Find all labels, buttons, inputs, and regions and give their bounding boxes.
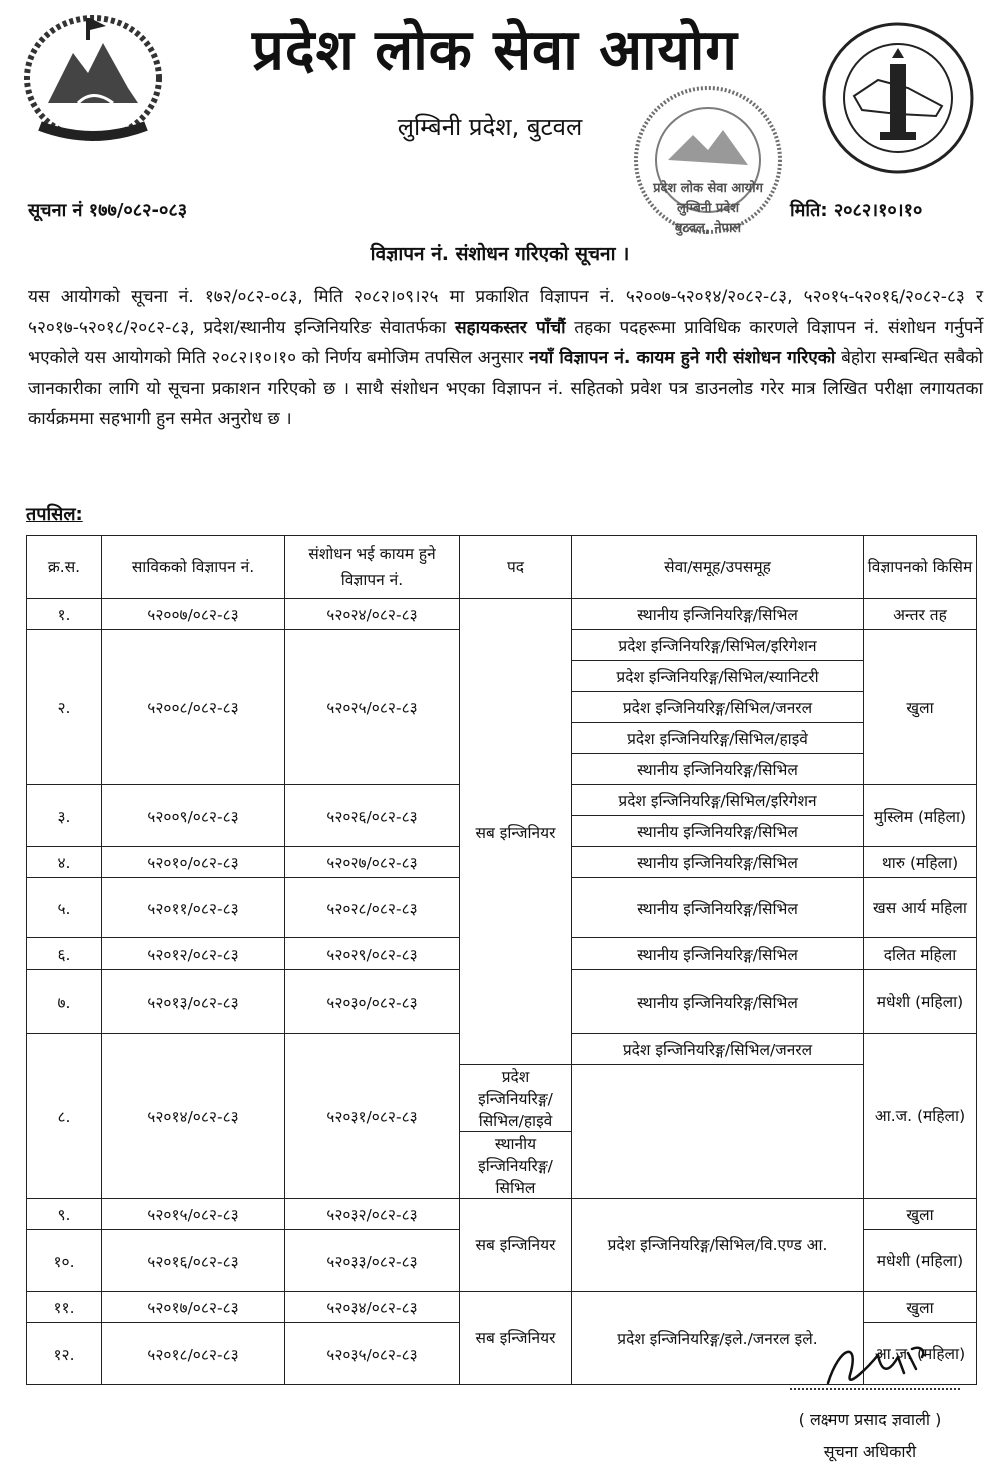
- organization-subtitle: लुम्बिनी प्रदेश, बुटवल: [397, 113, 583, 141]
- cell-new-ad: ५२०२७/०८२-८३: [285, 847, 460, 878]
- cell-sn: ६.: [27, 938, 102, 970]
- schedule-table: [26, 535, 977, 1385]
- commission-logo: [818, 18, 978, 178]
- header-post: पद: [460, 536, 572, 599]
- cell-service: स्थानीय इन्जिनियरिङ्ग/सिभिल: [572, 599, 864, 630]
- cell-new-ad: ५२०३४/०८२-८३: [285, 1292, 460, 1323]
- signature-line: [790, 1388, 960, 1390]
- cell-service: स्थानीय इन्जिनियरिङ्ग/सिभिल: [572, 847, 864, 878]
- header-new-ad: संशोधन भई कायम हुने विज्ञापन नं.: [285, 536, 460, 599]
- schedule-label: तपसिल:: [26, 504, 83, 525]
- svg-text:लुम्बिनी प्रदेश: लुम्बिनी प्रदेश: [676, 201, 740, 216]
- table-row: [27, 599, 977, 630]
- cell-new-ad: ५२०३०/०८२-८३: [285, 970, 460, 1034]
- cell-service: प्रदेश इन्जिनियरिङ्ग/सिभिल/इरिगेशन: [572, 785, 864, 816]
- cell-old-ad: ५२०१५/०८२-८३: [102, 1199, 285, 1230]
- cell-old-ad: ५२०१०/०८२-८३: [102, 847, 285, 878]
- cell-kind: मधेशी (महिला): [864, 970, 977, 1034]
- office-stamp: [608, 80, 808, 260]
- body-bold-2: नयाँ विज्ञापन नं. कायम हुने गरी संशोधन गरिएको: [529, 348, 836, 368]
- header-kind: विज्ञापनको किसिम: [864, 536, 977, 599]
- cell-new-ad: ५२०२५/०८२-८३: [285, 630, 460, 785]
- cell-sn: ३.: [27, 785, 102, 847]
- cell-service: स्थानीय इन्जिनियरिङ्ग/सिभिल: [572, 878, 864, 938]
- svg-text:प्रदेश लोक सेवा आयोग: प्रदेश लोक सेवा आयोग: [653, 181, 763, 196]
- body-bold-1: सहायकस्तर पाँचौं: [454, 317, 566, 338]
- cell-old-ad: ५२०१२/०८२-८३: [102, 938, 285, 970]
- cell-service: स्थानीय इन्जिनियरिङ्ग/सिभिल: [460, 1132, 572, 1199]
- cell-service: स्थानीय इन्जिनियरिङ्ग/सिभिल: [572, 754, 864, 785]
- cell-service: प्रदेश इन्जिनियरिङ्ग/सिभिल/इरिगेशन: [572, 630, 864, 661]
- signatory-name: ( लक्ष्मण प्रसाद ज्ञवाली ): [798, 1410, 942, 1429]
- cell-kind: खुला: [864, 1292, 977, 1323]
- table-row: [27, 1199, 977, 1230]
- notice-date: मिति: २०८२।१०।१०: [790, 200, 923, 221]
- cell-kind: दलित महिला: [864, 938, 977, 970]
- nepal-emblem-logo: [18, 8, 168, 153]
- cell-service: स्थानीय इन्जिनियरिङ्ग/सिभिल: [572, 938, 864, 970]
- cell-service: प्रदेश इन्जिनियरिङ्ग/सिभिल/स्यानिटरी: [572, 661, 864, 692]
- cell-new-ad: ५२०३३/०८२-८३: [285, 1230, 460, 1292]
- cell-sn: ५.: [27, 878, 102, 938]
- notice-title: विज्ञापन नं. संशोधन गरिएको सूचना ।: [370, 243, 630, 265]
- cell-new-ad: ५२०२६/०८२-८३: [285, 785, 460, 847]
- cell-sn: १०.: [27, 1230, 102, 1292]
- cell-new-ad: ५२०२९/०८२-८३: [285, 938, 460, 970]
- header-old-ad: साविकको विज्ञापन नं.: [102, 536, 285, 599]
- cell-old-ad: ५२०१६/०८२-८३: [102, 1230, 285, 1292]
- cell-old-ad: ५२००७/०८२-८३: [102, 599, 285, 630]
- organization-title: प्रदेश लोक सेवा आयोग: [252, 18, 738, 83]
- cell-kind: आ.ज. (महिला): [864, 1034, 977, 1199]
- signatory-designation: सूचना अधिकारी: [823, 1442, 917, 1461]
- cell-old-ad: ५२००९/०८२-८३: [102, 785, 285, 847]
- cell-post: सब इन्जिनियर: [460, 1292, 572, 1385]
- cell-kind: खस आर्य महिला: [864, 878, 977, 938]
- cell-new-ad: ५२०३२/०८२-८३: [285, 1199, 460, 1230]
- cell-service: प्रदेश इन्जिनियरिङ्ग/सिभिल/जनरल: [572, 692, 864, 723]
- cell-old-ad: ५२०१३/०८२-८३: [102, 970, 285, 1034]
- cell-kind: अन्तर तह: [864, 599, 977, 630]
- notice-number: सूचना नं १७७/०८२-०८३: [28, 200, 188, 221]
- cell-sn: २.: [27, 630, 102, 785]
- cell-sn: ७.: [27, 970, 102, 1034]
- cell-post: सब इन्जिनियर: [460, 599, 572, 1065]
- cell-old-ad: ५२०१७/०८२-८३: [102, 1292, 285, 1323]
- cell-kind: खुला: [864, 630, 977, 785]
- cell-kind: मुस्लिम (महिला): [864, 785, 977, 847]
- cell-old-ad: ५२०११/०८२-८३: [102, 878, 285, 938]
- cell-old-ad: ५२००८/०८२-८३: [102, 630, 285, 785]
- cell-post: सब इन्जिनियर: [460, 1199, 572, 1292]
- cell-kind: मधेशी (महिला): [864, 1230, 977, 1292]
- cell-new-ad: ५२०२४/०८२-८३: [285, 599, 460, 630]
- cell-new-ad: ५२०२८/०८२-८३: [285, 878, 460, 938]
- notice-body: [28, 282, 983, 435]
- cell-new-ad: ५२०३१/०८२-८३: [285, 1034, 460, 1199]
- cell-service: स्थानीय इन्जिनियरिङ्ग/सिभिल: [572, 816, 864, 847]
- cell-sn: ४.: [27, 847, 102, 878]
- body-text-3: बेहोरा सम्बन्धित सबैको जानकारीका लागि यो सूचना प्रकाशन गरिएको छ । साथै संशोधन भएका विज्ञापन नं. सहितको प्रवेश पत्र डाउनलोड गरेर मात्र लिखित परीक्षा लगायतका कार्यक्रममा सहभागी हुन समेत अनुरोध छ ।: [28, 348, 983, 429]
- header-sn: क्र.स.: [27, 536, 102, 599]
- cell-kind: आ.ज. (महिला): [864, 1323, 977, 1385]
- cell-service: प्रदेश इन्जिनियरिङ्ग/इले./जनरल इले.: [572, 1292, 864, 1385]
- cell-new-ad: ५२०३५/०८२-८३: [285, 1323, 460, 1385]
- table-header-row: [27, 536, 977, 599]
- body-text-2: तहका पदहरूमा प्राविधिक कारणले विज्ञापन नं. संशोधन गर्नुपर्ने भएकोले यस आयोगको मिति २०८२।१०।१० को निर्णय बमोजिम तपसिल अनुसार: [28, 317, 983, 368]
- body-text-1: यस आयोगको सूचना नं. १७२/०८२-०८३, मिति २०८२।०९।२५ मा प्रकाशित विज्ञापन नं. ५२००७-५२०१४/२०८२-८३, ५२०१५-५२०१६/२०८२-८३ र ५२०१७-५२०१८/२०८२-८३, प्रदेश/स्थानीय इन्जिनियरिङ सेवातर्फका: [28, 287, 983, 338]
- table-row: [27, 1292, 977, 1323]
- cell-service: प्रदेश इन्जिनियरिङ्ग/सिभिल/जनरल: [572, 1034, 864, 1065]
- cell-sn: १२.: [27, 1323, 102, 1385]
- cell-service: प्रदेश इन्जिनियरिङ्ग/सिभिल/हाइवे: [460, 1065, 572, 1132]
- cell-service: प्रदेश इन्जिनियरिङ्ग/सिभिल/हाइवे: [572, 723, 864, 754]
- cell-old-ad: ५२०१८/०८२-८३: [102, 1323, 285, 1385]
- svg-text:बुटवल, नेपाल: बुटवल, नेपाल: [674, 221, 742, 236]
- header-service: सेवा/समूह/उपसमूह: [572, 536, 864, 599]
- cell-kind: थारु (महिला): [864, 847, 977, 878]
- cell-service: प्रदेश इन्जिनियरिङ्ग/सिभिल/वि.एण्ड आ.: [572, 1199, 864, 1292]
- cell-service: स्थानीय इन्जिनियरिङ्ग/सिभिल: [572, 970, 864, 1034]
- cell-kind: खुला: [864, 1199, 977, 1230]
- cell-sn: ९.: [27, 1199, 102, 1230]
- cell-sn: १.: [27, 599, 102, 630]
- cell-old-ad: ५२०१४/०८२-८३: [102, 1034, 285, 1199]
- cell-sn: ८.: [27, 1034, 102, 1199]
- cell-sn: ११.: [27, 1292, 102, 1323]
